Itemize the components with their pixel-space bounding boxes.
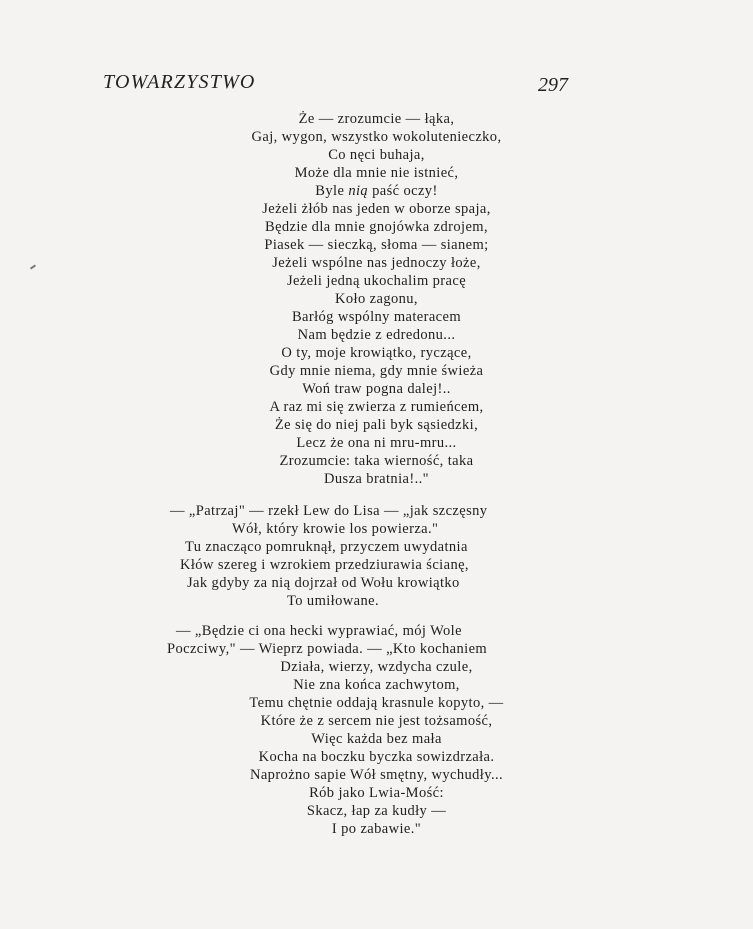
poem-line: Wół, który krowie los powierza." bbox=[232, 521, 439, 537]
poem-word: paść oczy! bbox=[372, 183, 438, 199]
poem-line: Gdy mnie niema, gdy mnie świeża bbox=[269, 363, 484, 379]
poem-line: Naprożno sapie Wół smętny, wychudły... bbox=[249, 767, 504, 783]
poem-line: Że — zrozumcie — łąka, bbox=[298, 111, 455, 127]
poem-line: Poczciwy," — Wieprz powiada. — „Kto kochaniem bbox=[167, 641, 488, 657]
poem-line bbox=[0, 182, 753, 200]
poem-line: Działa, wierzy, wzdycha czule, bbox=[280, 659, 473, 675]
poem-line: Więc każda bez mała bbox=[311, 731, 442, 747]
poem-line: Jeżeli żłób nas jeden w oborze spaja, bbox=[262, 201, 491, 217]
poem-line: Które że z sercem nie jest tożsamość, bbox=[260, 713, 493, 729]
poem-line: Kłów szereg i wzrokiem przedziurawia ścianę, bbox=[180, 557, 469, 573]
poem-line: A raz mi się zwierza z rumieńcem, bbox=[269, 399, 484, 415]
poem-line: — „Patrzaj" — rzekł Lew do Lisa — „jak szczęsny bbox=[170, 503, 488, 519]
page-number: 297 bbox=[538, 74, 568, 96]
poem-line: Jeżeli wspólne nas jednoczy łoże, bbox=[272, 255, 481, 271]
running-title: TOWARZYSTWO bbox=[103, 71, 256, 93]
poem-line: — „Będzie ci ona hecki wyprawiać, mój Wole bbox=[176, 623, 462, 639]
poem-line: Lecz że ona ni mru-mru... bbox=[296, 435, 457, 451]
poem-line: Zrozumcie: taka wierność, taka bbox=[279, 453, 474, 469]
poem-line: Może dla mnie nie istnieć, bbox=[294, 165, 459, 181]
poem-line: Jak gdyby za nią dojrzał od Wołu krowiątko bbox=[187, 575, 460, 591]
poem-line: I po zabawie." bbox=[331, 821, 422, 837]
poem-line: Skacz, łap za kudły — bbox=[306, 803, 447, 819]
poem-line: Piasek — sieczką, słoma — sianem; bbox=[264, 237, 489, 253]
poem-line: Jeżeli jedną ukochalim pracę bbox=[286, 273, 467, 289]
poem-line: Nie zna końca zachwytom, bbox=[293, 677, 460, 693]
poem-line: Będzie dla mnie gnojówka zdrojem, bbox=[265, 219, 488, 235]
poem-line: Nam będzie z edredonu... bbox=[297, 327, 456, 343]
poem-line: Rób jako Lwia-Mość: bbox=[309, 785, 444, 801]
poem-line: Że się do niej pali byk sąsiedzki, bbox=[274, 417, 479, 433]
poem-line: Dusza bratnia!.." bbox=[324, 471, 429, 487]
poem-line: Temu chętnie oddają krasnule kopyto, — bbox=[249, 695, 504, 711]
poem-italic-word: nią bbox=[348, 183, 369, 199]
poem-line: O ty, moje krowiątko, ryczące, bbox=[281, 345, 472, 361]
poem-word: Byle bbox=[315, 183, 345, 199]
poem-line: Woń traw pogna dalej!.. bbox=[302, 381, 451, 397]
poem-line: Tu znacząco pomruknął, przyczem uwydatnia bbox=[185, 539, 468, 555]
poem-line: Co nęci buhaja, bbox=[328, 147, 425, 163]
poem-line: Koło zagonu, bbox=[335, 291, 418, 307]
poem-line: Gaj, wygon, wszystko wokolutenieczko, bbox=[251, 129, 502, 145]
poem-line: Barłóg wspólny materacem bbox=[291, 309, 462, 325]
poem-line: To umiłowane. bbox=[287, 593, 379, 609]
poem-line: Kocha na boczku byczka sowizdrzała. bbox=[258, 749, 495, 765]
